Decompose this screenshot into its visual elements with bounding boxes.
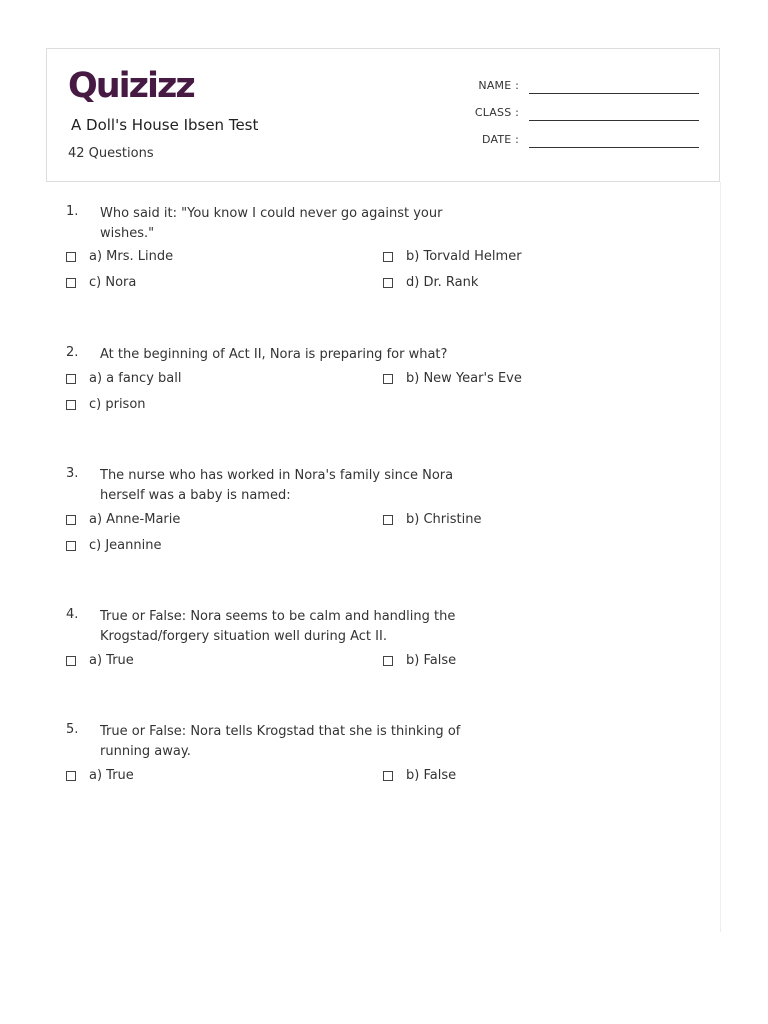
- checkbox[interactable]: [383, 278, 393, 288]
- name-field[interactable]: [459, 79, 699, 99]
- question-text: At the beginning of Act II, Nora is preparing for what?: [100, 347, 448, 362]
- checkbox[interactable]: [66, 374, 76, 384]
- checkbox[interactable]: [66, 252, 76, 262]
- name-label: NAME :: [478, 79, 519, 92]
- date-field[interactable]: [459, 133, 699, 153]
- question-number: 4.: [66, 607, 79, 622]
- checkbox[interactable]: [66, 541, 76, 551]
- option-text: b) Torvald Helmer: [406, 249, 522, 264]
- question-text: True or False: Nora tells Krogstad that she is thinking of running away.: [100, 724, 461, 759]
- checkbox[interactable]: [66, 400, 76, 410]
- quizizz-logo: [68, 67, 200, 107]
- quizizz-logo-graphic: [68, 67, 200, 103]
- option-text: b) False: [406, 653, 457, 668]
- option-text: a) Mrs. Linde: [89, 249, 174, 264]
- class-field[interactable]: [459, 106, 699, 126]
- quiz-title: A Doll's House Ibsen Test: [71, 116, 259, 134]
- worksheet-header: [46, 48, 720, 182]
- checkbox[interactable]: [66, 656, 76, 666]
- option-text: c) Jeannine: [89, 538, 162, 553]
- option-text: d) Dr. Rank: [406, 275, 479, 290]
- option-text: a) True: [89, 653, 134, 668]
- option-text: a) a fancy ball: [89, 371, 182, 386]
- option-text: a) Anne-Marie: [89, 512, 181, 527]
- class-label: CLASS :: [474, 106, 519, 119]
- checkbox[interactable]: [383, 656, 393, 666]
- logo-wordmark: Quizizz: [68, 67, 194, 103]
- checkbox[interactable]: [66, 515, 76, 525]
- date-label: DATE :: [481, 133, 519, 146]
- date-line[interactable]: [529, 147, 699, 148]
- checkbox[interactable]: [66, 771, 76, 781]
- checkbox[interactable]: [383, 771, 393, 781]
- question-text: The nurse who has worked in Nora's family since Nora herself was a baby is named:: [100, 468, 454, 503]
- option-text: c) prison: [89, 397, 146, 412]
- checkbox[interactable]: [383, 515, 393, 525]
- checkbox[interactable]: [383, 252, 393, 262]
- question-number: 2.: [66, 345, 79, 360]
- question-number: 3.: [66, 466, 79, 481]
- option-text: b) New Year's Eve: [406, 371, 522, 386]
- checkbox[interactable]: [383, 374, 393, 384]
- option-text: b) Christine: [406, 512, 482, 527]
- question-text: Who said it: "You know I could never go against your wishes.": [100, 206, 443, 241]
- question-number: 1.: [66, 204, 79, 219]
- class-line[interactable]: [529, 120, 699, 121]
- question-text: True or False: Nora seems to be calm and handling the Krogstad/forgery situation well during Act II.: [100, 609, 456, 644]
- question-count: 42 Questions: [68, 146, 154, 161]
- option-text: a) True: [89, 768, 134, 783]
- name-line[interactable]: [529, 93, 699, 94]
- option-text: b) False: [406, 768, 457, 783]
- page-edge-divider: [720, 182, 721, 932]
- checkbox[interactable]: [66, 278, 76, 288]
- option-text: c) Nora: [89, 275, 137, 290]
- question-number: 5.: [66, 722, 79, 737]
